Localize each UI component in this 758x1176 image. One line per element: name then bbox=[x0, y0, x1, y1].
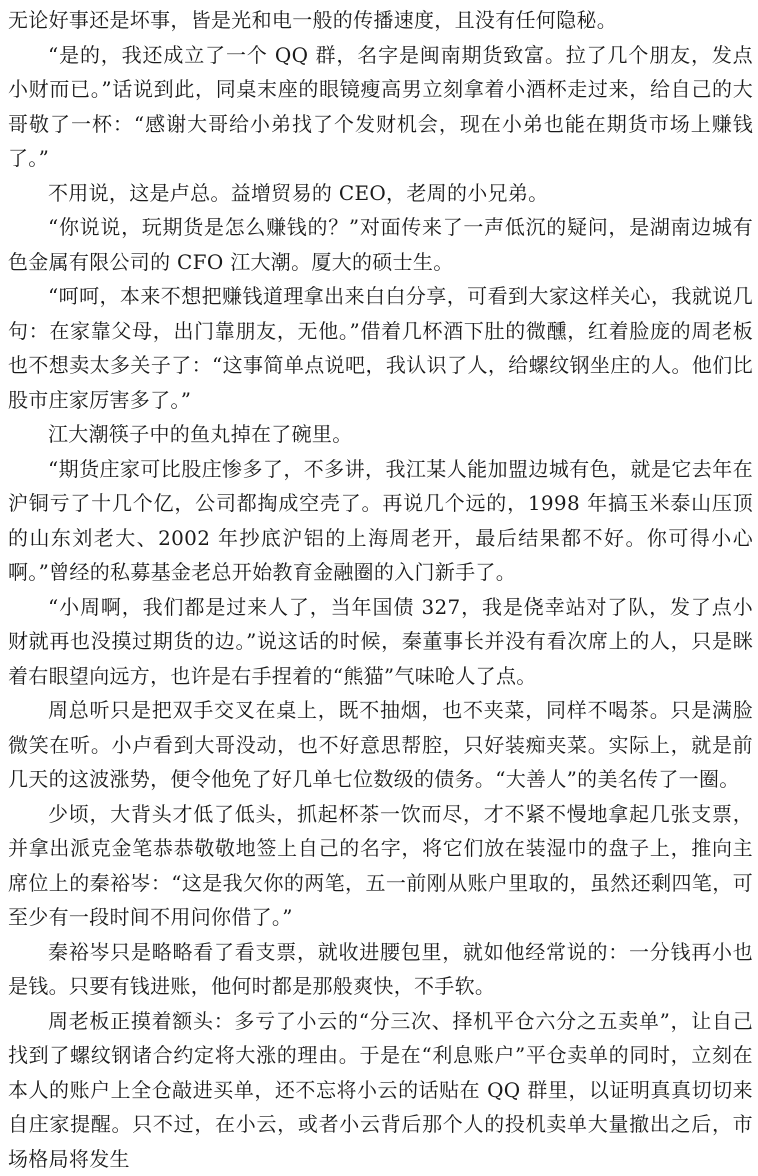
paragraph-3: 不用说，这是卢总。益增贸易的 CEO，老周的小兄弟。 bbox=[8, 176, 753, 211]
paragraph-10: 少顷，大背头才低了低头，抓起杯茶一饮而尽，才不紧不慢地拿起几张支票，并拿出派克金笔恭恭敬敬地签上自己的名字，将它们放在装湿巾的盘子上，推向主席位上的秦裕岑：“这是我欠你的两笔，五一前刚从账户里取的，虽然还剩四笔，可至少有一段时间不用问你借了。” bbox=[8, 797, 753, 935]
paragraph-11: 秦裕岑只是略略看了看支票，就收进腰包里，就如他经常说的：一分钱再小也是钱。只要有钱进账，他何时都是那般爽快，不手软。 bbox=[8, 935, 753, 1004]
paragraph-6: 江大潮筷子中的鱼丸掉在了碗里。 bbox=[8, 417, 753, 452]
paragraph-9: 周总听只是把双手交叉在桌上，既不抽烟，也不夹菜，同样不喝茶。只是满脸微笑在听。小卢看到大哥没动，也不好意思帮腔，只好装痴夹菜。实际上，就是前几天的这波涨势，便令他免了好几单七位数级的债务。“大善人”的美名传了一圈。 bbox=[8, 693, 753, 797]
paragraph-8: “小周啊，我们都是过来人了，当年国债 327，我是侥幸站对了队，发了点小财就再也没摸过期货的边。”说这话的时候，秦董事长并没有看次席上的人，只是眯着右眼望向远方，也许是右手捏着的“熊猫”气味呛人了点。 bbox=[8, 590, 753, 694]
paragraph-5: “呵呵，本来不想把赚钱道理拿出来白白分享，可看到大家这样关心，我就说几句：在家靠父母，出门靠朋友，无他。”借着几杯酒下肚的微醺，红着脸庞的周老板也不想卖太多关子了：“这事简单点说吧，我认识了人，给螺纹钢坐庄的人。他们比股市庄家厉害多了。” bbox=[8, 279, 753, 417]
document-page bbox=[8, 3, 753, 1176]
paragraph-7: “期货庄家可比股庄惨多了，不多讲，我江某人能加盟边城有色，就是它去年在沪铜亏了十几个亿，公司都掏成空壳了。再说几个远的，1998 年搞玉米泰山压顶的山东刘老大、2002 年抄底沪铝的上海周老开，最后结果都不好。你可得小心啊。”曾经的私募基金老总开始教育金融圈的入门新手了。 bbox=[8, 452, 753, 590]
paragraph-12: 周老板正摸着额头：多亏了小云的“分三次、择机平仓六分之五卖单”，让自己找到了螺纹钢诸合约定将大涨的理由。于是在“利息账户”平仓卖单的同时，立刻在本人的账户上全仓敲进买单，还不忘将小云的话贴在 QQ 群里，以证明真真切切来自庄家提醒。只不过，在小云，或者小云背后那个人的投机卖单大量撤出之后，市场格局将发生 bbox=[8, 1004, 753, 1176]
paragraph-4: “你说说，玩期货是怎么赚钱的？”对面传来了一声低沉的疑问，是湖南边城有色金属有限公司的 CFO 江大潮。厦大的硕士生。 bbox=[8, 210, 753, 279]
paragraph-1: 无论好事还是坏事，皆是光和电一般的传播速度，且没有任何隐秘。 bbox=[8, 3, 753, 38]
paragraph-2: “是的，我还成立了一个 QQ 群，名字是闽南期货致富。拉了几个朋友，发点小财而已。”话说到此，同桌末座的眼镜瘦高男立刻拿着小酒杯走过来，给自己的大哥敬了一杯：“感谢大哥给小弟找了个发财机会，现在小弟也能在期货市场上赚钱了。” bbox=[8, 38, 753, 176]
